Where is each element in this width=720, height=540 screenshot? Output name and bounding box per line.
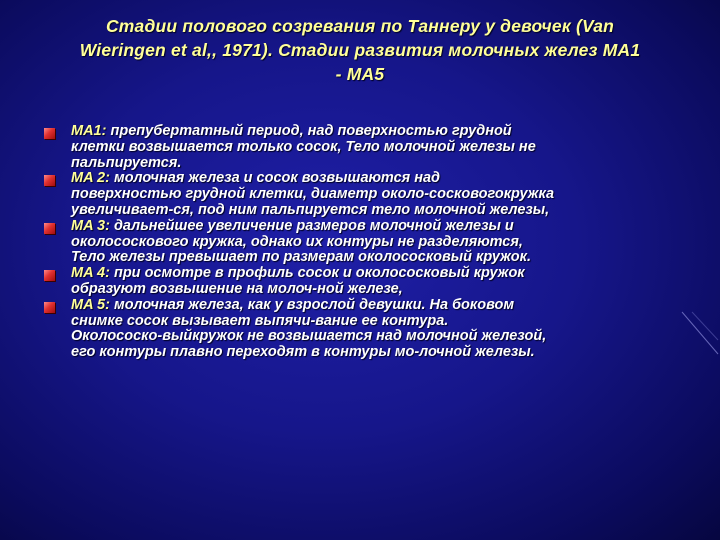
stage-label: MA 5:	[71, 296, 110, 313]
bullet-line: его контуры плавно переходят в контуры мо-лочной железы.	[71, 344, 535, 361]
bullet-item-ma4	[44, 266, 684, 298]
bullet-line	[71, 219, 684, 235]
bullet-text	[71, 171, 684, 218]
title-line: Стадии полового созревания по Таннеру у девочек (Van	[105, 16, 615, 36]
red-square-bullet-icon	[44, 175, 55, 186]
bullet-line-text: молочная железа и сосок возвышаются над	[109, 170, 440, 187]
title-line: Wieringen et al,, 1971). Стадии развития молочных желез MA1	[79, 40, 641, 60]
title-line: - MA5	[335, 64, 385, 84]
bullet-line	[71, 266, 684, 282]
bullet-line: пальпируется.	[71, 154, 182, 171]
bullet-line: клетки возвышается только сосок, Тело молочной железы не	[71, 138, 536, 155]
red-square-bullet-icon	[44, 223, 55, 234]
bullet-line	[71, 124, 684, 140]
bullet-line: снимке сосок вызывает выпячи-вание ее контура.	[71, 312, 449, 329]
stage-label: MA1:	[71, 123, 107, 139]
bullet-line: увеличивает-ся, под ним пальпируется тело молочной железы,	[71, 201, 550, 218]
slide-title	[30, 14, 690, 86]
stage-label: MA 2:	[71, 170, 110, 187]
bullet-text	[71, 219, 684, 266]
bullet-line: Околососко-выйкружок не возвышается над молочной железой,	[71, 328, 547, 345]
bullet-line-text: препубертатный период, над поверхностью грудной	[106, 123, 512, 139]
bullet-text	[71, 298, 684, 361]
stage-label: MA 3:	[71, 217, 110, 234]
bullet-line	[71, 171, 684, 187]
bullet-line-text: молочная железа, как у взрослой девушки. На боковом	[109, 296, 515, 313]
bullet-item-ma3	[44, 219, 684, 266]
bullet-item-ma5	[44, 298, 684, 361]
red-square-bullet-icon	[44, 128, 55, 139]
bullet-item-ma1	[44, 124, 684, 171]
bullet-list	[44, 124, 684, 361]
decorative-line	[680, 310, 720, 370]
bullet-item-ma2	[44, 171, 684, 218]
red-square-bullet-icon	[44, 270, 55, 281]
bullet-line: Тело железы превышает по размерам околососковый кружок.	[71, 249, 532, 266]
bullet-line-text: при осмотре в профиль сосок и околососковый кружок	[109, 265, 525, 282]
stage-label: MA 4:	[71, 265, 110, 282]
bullet-line: околососкового кружка, однако их контуры не разделяются,	[71, 233, 523, 250]
bullet-text	[71, 124, 684, 171]
bullet-line-text: дальнейшее увеличение размеров молочной железы и	[109, 217, 514, 234]
red-square-bullet-icon	[44, 302, 55, 313]
bullet-line: поверхностью грудной клетки, диаметр около-сосковогокружка	[71, 186, 555, 203]
bullet-line: образуют возвышение на молоч-ной железе,	[71, 280, 403, 297]
bullet-text	[71, 266, 684, 298]
bullet-line	[71, 298, 684, 314]
